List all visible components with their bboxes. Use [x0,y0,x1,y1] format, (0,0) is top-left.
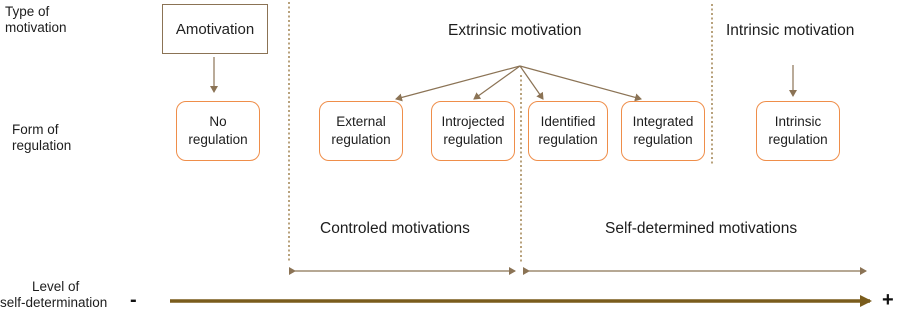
self-determined-motivations-label: Self-determined motivations [605,220,798,237]
amotivation-label: Amotivation [175,20,255,38]
row-label-line: motivation [5,20,67,35]
row-label-line: Level of [32,279,80,294]
connector-arrow [520,66,641,99]
regulation-line: regulation [538,132,598,147]
extrinsic-motivation-header: Extrinsic motivation [448,22,582,39]
scale-minus-sign: - [130,289,137,311]
connector-arrow [474,66,520,99]
regulation-line: Intrinsic [774,114,822,129]
regulation-line: regulation [188,132,248,147]
intrinsic-motivation-header: Intrinsic motivation [726,22,855,39]
controlled-motivations-label: Controled motivations [320,220,470,237]
row-label-line: self-determination [0,295,108,310]
regulation-line: regulation [443,132,503,147]
regulation-line: Introjected [441,114,505,129]
regulation-line: regulation [331,132,391,147]
connector-arrow [396,66,520,99]
scale-plus-sign: + [882,289,894,311]
regulation-line: regulation [768,132,828,147]
regulation-line: regulation [633,132,693,147]
row-label-line: Form of [12,122,59,137]
row-label-line: regulation [12,138,72,153]
regulation-line: Identified [540,114,596,129]
regulation-line: Integrated [632,114,694,129]
regulation-line: External [336,114,386,129]
row-label-line: Type of [5,4,50,19]
regulation-line: No [209,114,227,129]
